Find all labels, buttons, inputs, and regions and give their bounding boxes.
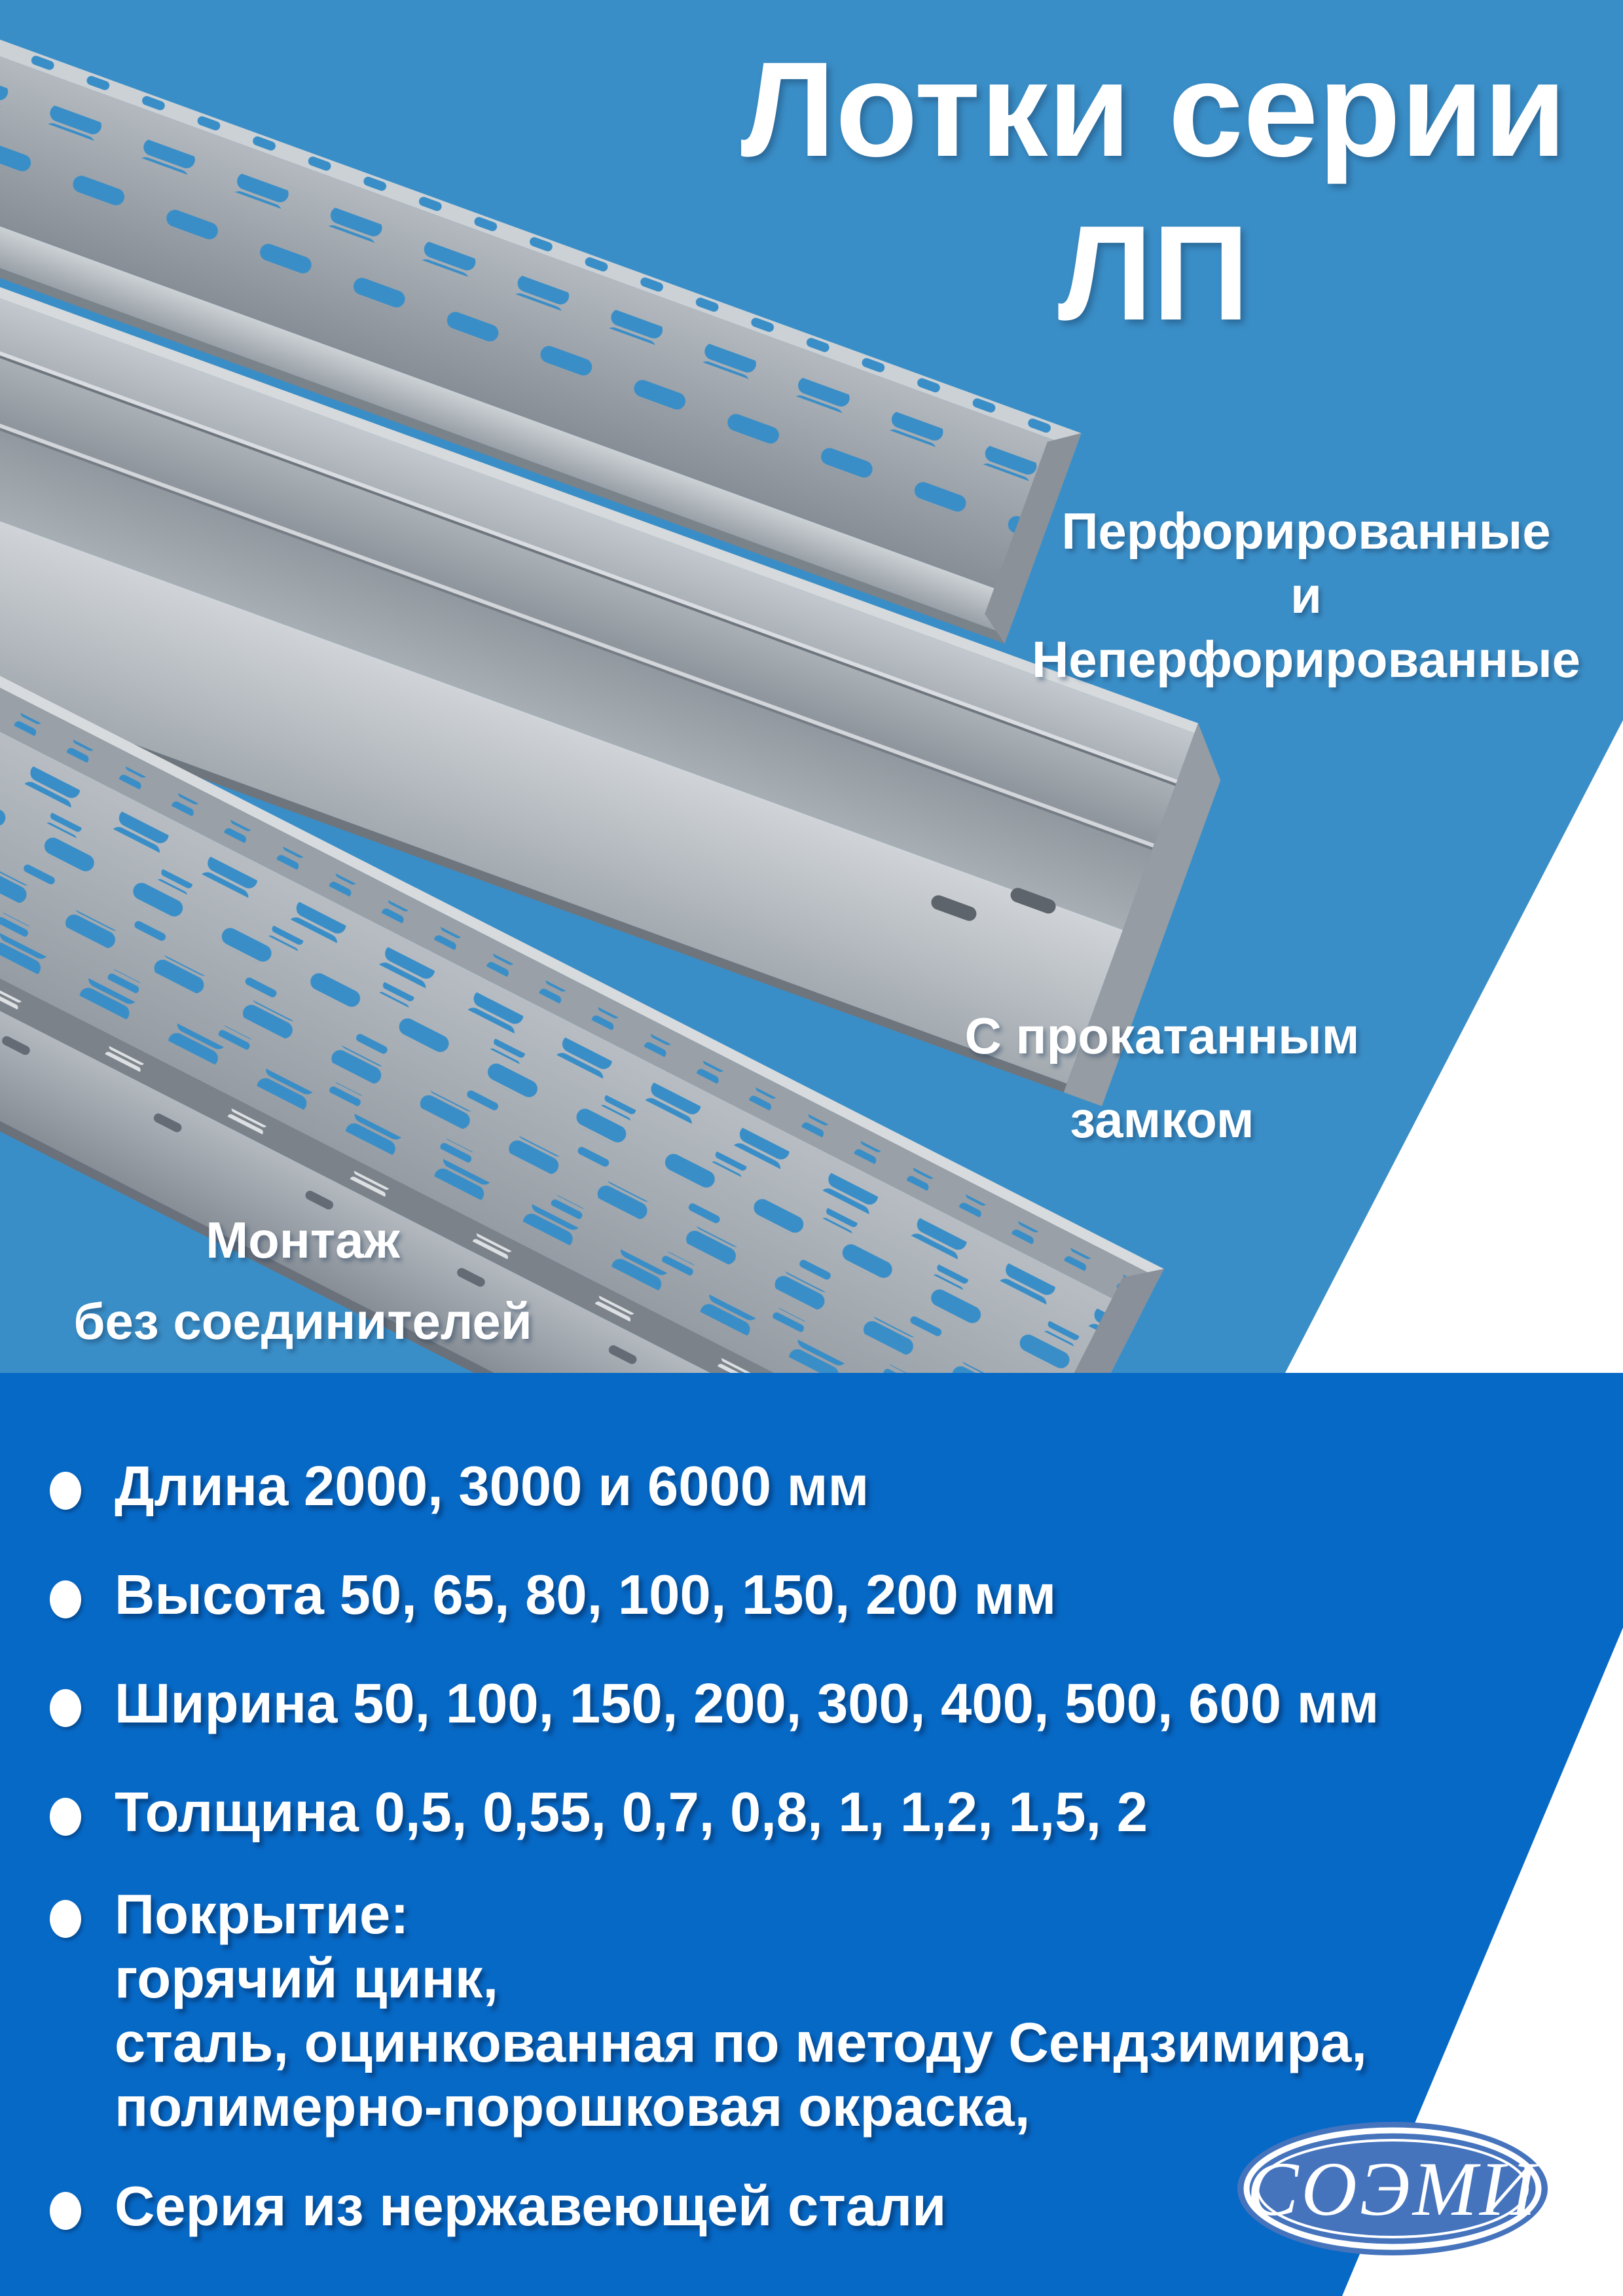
bullet-icon <box>50 2192 81 2230</box>
caption-perforated-line-1: Перфорированные <box>1061 502 1551 560</box>
caption-perforated <box>982 499 1623 691</box>
poster-title <box>695 27 1612 355</box>
caption-mounting-line-1: Монтаж <box>206 1211 400 1269</box>
bullet-icon <box>50 1798 81 1836</box>
caption-rolled-lock <box>903 994 1421 1161</box>
caption-perforated-line-2: и <box>1290 566 1322 624</box>
title-line-1: Лотки серии <box>740 34 1567 185</box>
coating-sub-line: полимерно-порошковая окраска, <box>115 2076 1030 2138</box>
caption-lock-line-1: С прокатанным <box>964 1007 1360 1065</box>
bullet-icon <box>50 1580 81 1618</box>
bullet-icon <box>50 1472 81 1510</box>
spec-item-stainless: Серия из нержавеющей стали <box>0 2175 1623 2239</box>
caption-lock-line-2: замком <box>1070 1091 1254 1148</box>
coating-sub-line: горячий цинк, <box>115 1948 499 2010</box>
spec-item-width: Ширина 50, 100, 150, 200, 300, 400, 500, 600 мм <box>0 1672 1623 1736</box>
spec-item-length: Длина 2000, 3000 и 6000 мм <box>0 1455 1623 1519</box>
caption-mounting-line-2: без соединителей <box>73 1292 532 1350</box>
brand-logo <box>1231 2115 1554 2262</box>
spec-item-height: Высота 50, 65, 80, 100, 150, 200 мм <box>0 1563 1623 1628</box>
coating-sub-line: сталь, оцинкованная по методу Сендзимира, <box>115 2012 1367 2074</box>
bullet-icon <box>50 1689 81 1727</box>
title-line-2: ЛП <box>1057 198 1250 348</box>
caption-perforated-line-3: Неперфорированные <box>1031 630 1581 688</box>
bullet-icon <box>50 1900 81 1938</box>
spec-item-coating: Покрытие: горячий цинк, сталь, оцинкованная по методу Сендзимира, полимерно-порошковая окраска, <box>0 1883 1623 2140</box>
logo-text: СОЭМИ <box>1247 2146 1539 2232</box>
spec-item-thickness: Толщина 0,5, 0,55, 0,7, 0,8, 1, 1,2, 1,5, 2 <box>0 1781 1623 1845</box>
caption-mounting <box>26 1199 579 1362</box>
